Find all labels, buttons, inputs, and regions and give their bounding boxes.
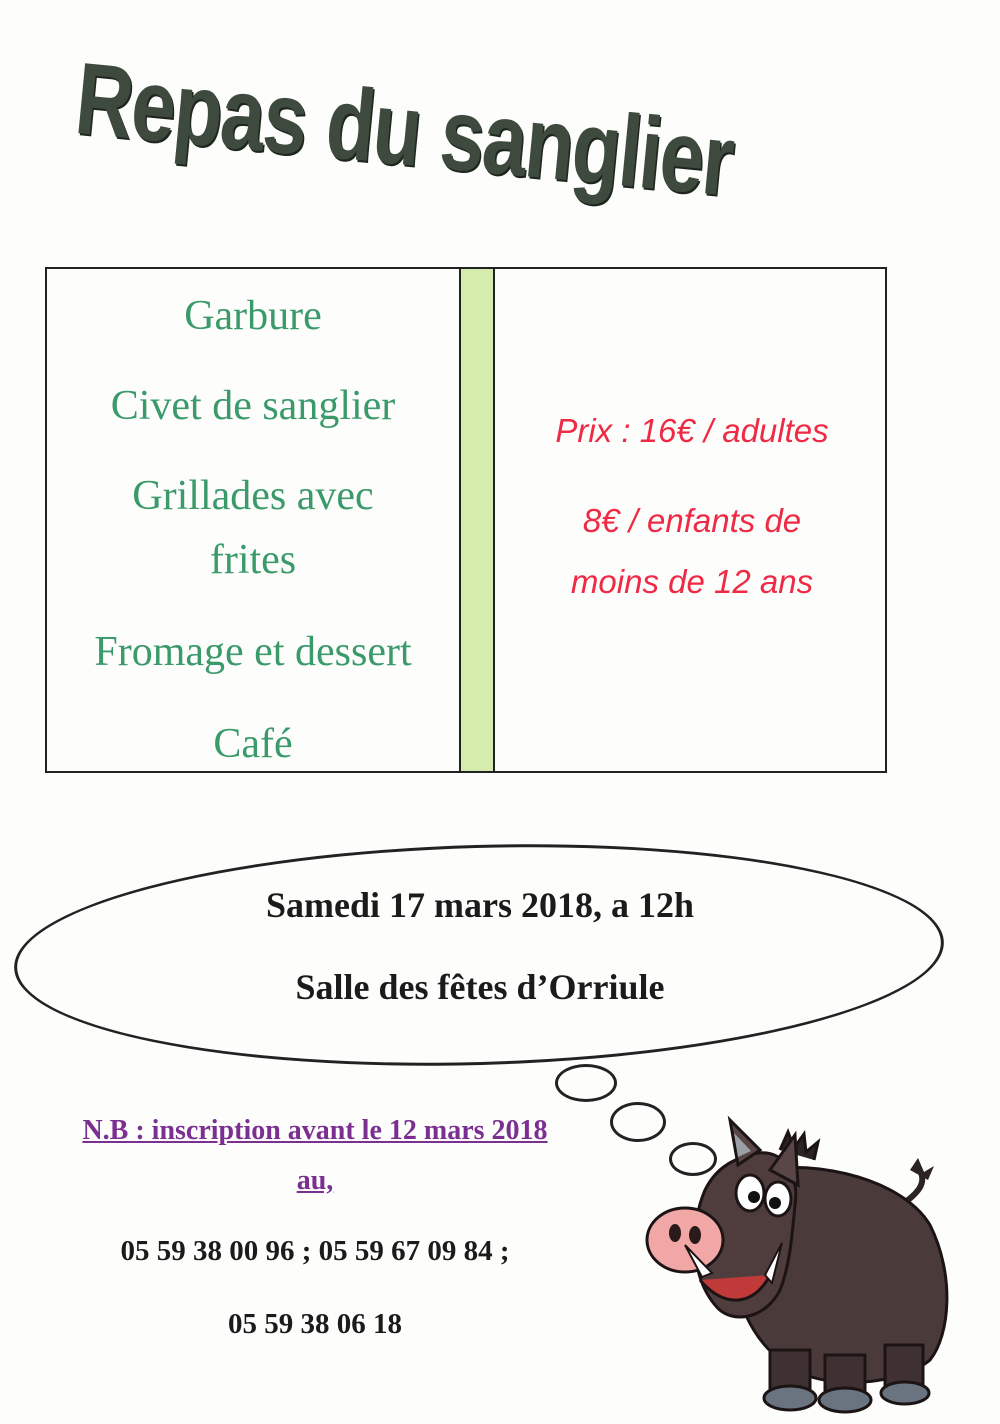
price-adults: Prix : 16€ / adultes (555, 412, 829, 449)
phone-numbers-1: 05 59 38 00 96 ; 05 59 67 09 84 ; (120, 1235, 510, 1267)
registration-note: N.B : inscription avant le 12 mars 2018 (82, 1115, 548, 1146)
phone-numbers-2: 05 59 38 06 18 (228, 1308, 402, 1340)
menu-item-civet: Civet de sanglier (110, 383, 396, 429)
speech-bubble (11, 832, 947, 1078)
menu-item-frites: frites (209, 537, 297, 583)
price-children-age: moins de 12 ans (570, 563, 814, 600)
price-column (497, 269, 887, 771)
boar-mascot-icon (630, 1115, 960, 1415)
menu-item-cafe: Café (213, 721, 293, 767)
page-title: Repas du sanglier (70, 40, 738, 218)
menu-item-fromage: Fromage et dessert (94, 629, 412, 675)
event-venue: Salle des fêtes d’Orriule (295, 967, 665, 1007)
event-date: Samedi 17 mars 2018, a 12h (265, 885, 694, 925)
registration-note-au: au, (296, 1165, 334, 1196)
bubble-dot-1 (555, 1064, 617, 1102)
menu-column (47, 269, 459, 771)
price-children: 8€ / enfants de (582, 502, 802, 539)
menu-item-grillades: Grillades avec (132, 473, 374, 519)
menu-item-garbure: Garbure (184, 293, 322, 339)
column-divider (459, 269, 495, 771)
menu-table (45, 267, 887, 773)
